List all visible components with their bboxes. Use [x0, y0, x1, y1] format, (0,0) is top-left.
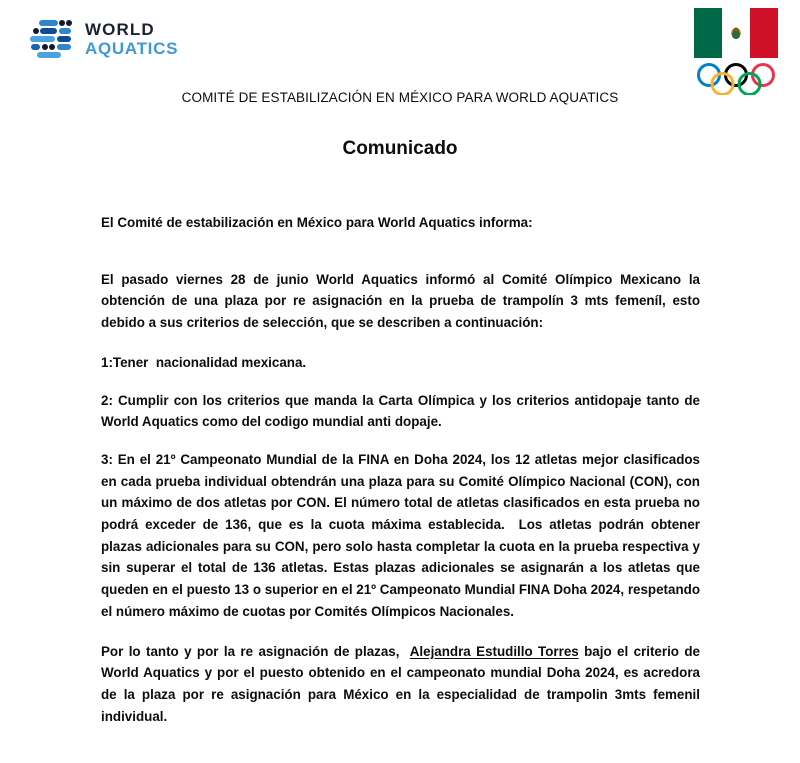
mexico-coat-of-arms-icon	[729, 26, 744, 41]
athlete-name: Alejandra Estudillo Torres	[409, 643, 579, 659]
paragraph-criterion-1: 1:Tener nacionalidad mexicana.	[101, 354, 307, 370]
paragraph-criterion-3: 3: En el 21º Campeonato Mundial de la FINA en Doha 2024, los 12 atletas mejor clasificados en cada prueba individual obtendrán una plaza para su Comité Olímpico Nacional (CON), con un máximo de dos atletas por CON. El número total de atletas clasificados en esta prueba no podrá exceder de 136, que es la cuota máxima establecida. Los atletas podrán obtener plazas adicionales para su CON, pero solo hasta completar la cuota en la prueba respectiva y sin superar el total de 136 atletas. Estas plazas adicionales se asignarán a los atletas que queden en el puesto 13 o superior en el 21º Campeonato Mundial FINA Doha 2024, respetando el número máximo de cuotas por Comités Olímpicos Nacionales.	[101, 451, 704, 619]
paragraph-conclusion	[101, 641, 704, 728]
document-content	[101, 212, 704, 727]
paragraph-criterion-2: 2: Cumplir con los criterios que manda la Carta Olímpica y los criterios antidopaje tanto de World Aquatics como del codigo mundial anti dopaje.	[101, 392, 704, 430]
wordmark-line-aquatics: AQUATICS	[85, 39, 179, 58]
world-aquatics-logo	[28, 18, 178, 60]
organization-heading: COMITÉ DE ESTABILIZACIÓN EN MÉXICO PARA WORLD AQUATICS	[181, 90, 619, 105]
conclusion-text-after-name: bajo el criterio de World Aquatics y por el puesto obtenido en el campeonato mundial Doha 2024, es acredora de la plaza por re asignación para México en la especialidad de trampolin 3mts femenil individual.	[101, 643, 704, 724]
conclusion-text-before-name: Por lo tanto y por la re asignación de plazas,	[101, 643, 410, 659]
paragraph-announcement: El pasado viernes 28 de junio World Aquatics informó al Comité Olímpico Mexicano la obtención de una plaza por re asignación en la prueba de trampolín 3 mts femeníl, esto debido a sus criterios de selección, que se describen a continuación:	[101, 271, 704, 331]
world-aquatics-mark-icon	[28, 18, 74, 60]
flag-band-red	[750, 8, 778, 58]
world-aquatics-wordmark	[85, 21, 178, 57]
paragraph-intro: El Comité de estabilización en México para World Aquatics informa:	[101, 215, 533, 230]
mexico-flag-icon	[694, 8, 778, 58]
flag-band-green	[694, 8, 722, 58]
document-header	[0, 0, 800, 78]
wordmark-line-world: WORLD	[85, 20, 155, 39]
page-title: Comunicado	[342, 138, 458, 159]
mexican-olympic-committee-logo	[694, 8, 778, 95]
